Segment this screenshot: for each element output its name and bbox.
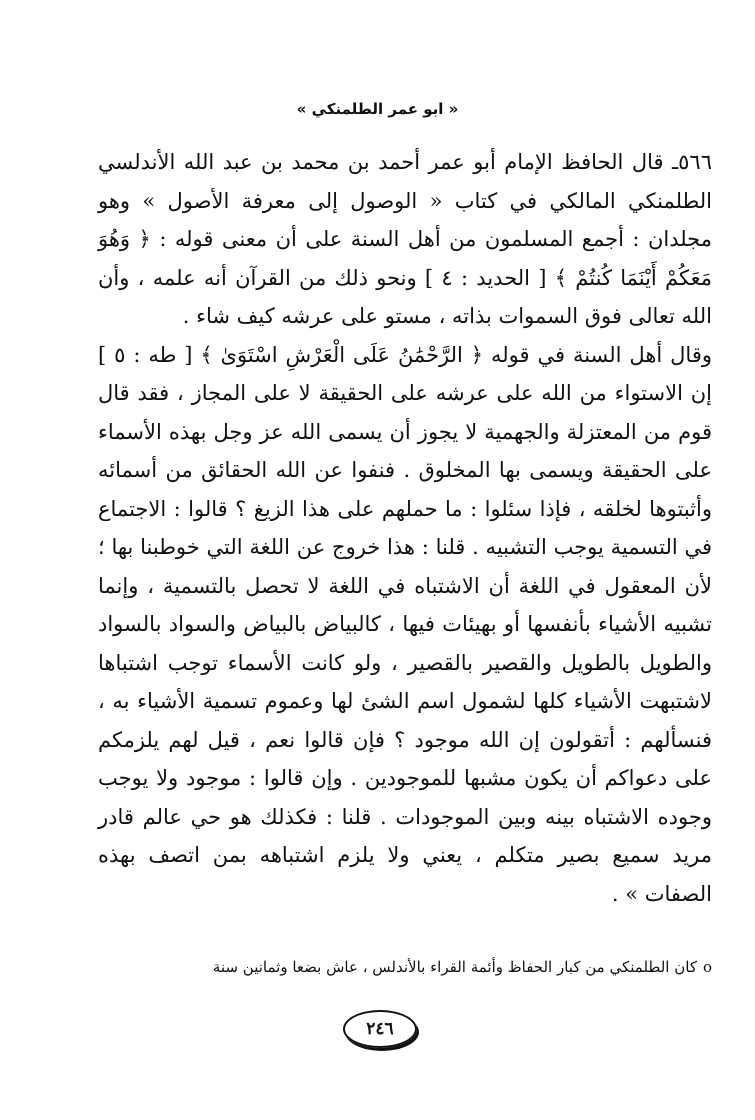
footnote-text: كان الطلمنكي من كبار الحفاظ وأئمة القراء بالأندلس ، عاش بضعا وثمانين سنة bbox=[212, 958, 697, 976]
footnote-marker: ο bbox=[702, 958, 712, 976]
main-text bbox=[98, 143, 712, 913]
paragraph-2: وقال أهل السنة في قوله ﴿ الرَّحْمَٰنُ عَلَى الْعَرْشِ اسْتَوَىٰ ﴾ [ طه : ٥ ] إن الاستواء من الله على عرشه على الحقيقة لا على المجاز ، فقد قال قوم من المعتزلة والجهمية لا يجوز أن يسمى الله عز وجل بهذه الأسماء على الحقيقة ويسمى بها المخلوق . فنفوا عن الله الحقائق من أسمائه وأثبتوها لخلقه ، فإذا سئلوا : ما حملهم على هذا الزيغ ؟ قالوا : الاجتماع في التسمية يوجب التشبيه . قلنا : هذا خروج عن اللغة التي خوطبنا بها ؛ لأن المعقول في اللغة أن الاشتباه في اللغة لا تحصل بالتسمية ، وإنما تشبيه الأشياء بأنفسها أو بهيئات فيها ، كالبياض بالبياض والسواد بالسواد والطويل بالطويل والقصير بالقصير ، ولو كانت الأسماء توجب اشتباها لاشتبهت الأشياء كلها لشمول اسم الشئ لها وعموم تسمية الأشياء به ، فنسألهم : أتقولون إن الله موجود ؟ فإن قالوا نعم ، قيل لهم يلزمكم على دعواكم أن يكون مشبها للموجودين . وإن قالوا : موجود ولا يوجب وجوده الاشتباه بينه وبين الموجودات . قلنا : فكذلك هو حي عالم قادر مريد سميع بصير متكلم ، يعني ولا يلزم اشتباهه بمن اتصف بهذه الصفات » . bbox=[98, 342, 713, 906]
footnote bbox=[98, 955, 712, 979]
page-heading: « ابو عمر الطلمنكي » bbox=[296, 100, 459, 118]
paragraph-1: ٥٦٦ـ قال الحافظ الإمام أبو عمر أحمد بن محمد بن عبد الله الأندلسي الطلمنكي المالكي في كتاب « الوصول إلى معرفة الأصول » وهو مجلدان : أجمع المسلمون من أهل السنة على أن معنى قوله : ﴿ وَهُوَ مَعَكُمْ أَيْنَمَا كُنتُمْ ﴾ [ الحديد : ٤ ] ونحو ذلك من القرآن أنه علمه ، وأن الله تعالى فوق السموات بذاته ، مستو على عرشه كيف شاء . bbox=[98, 150, 712, 328]
page-number: ٢٤٦ bbox=[343, 1010, 417, 1048]
